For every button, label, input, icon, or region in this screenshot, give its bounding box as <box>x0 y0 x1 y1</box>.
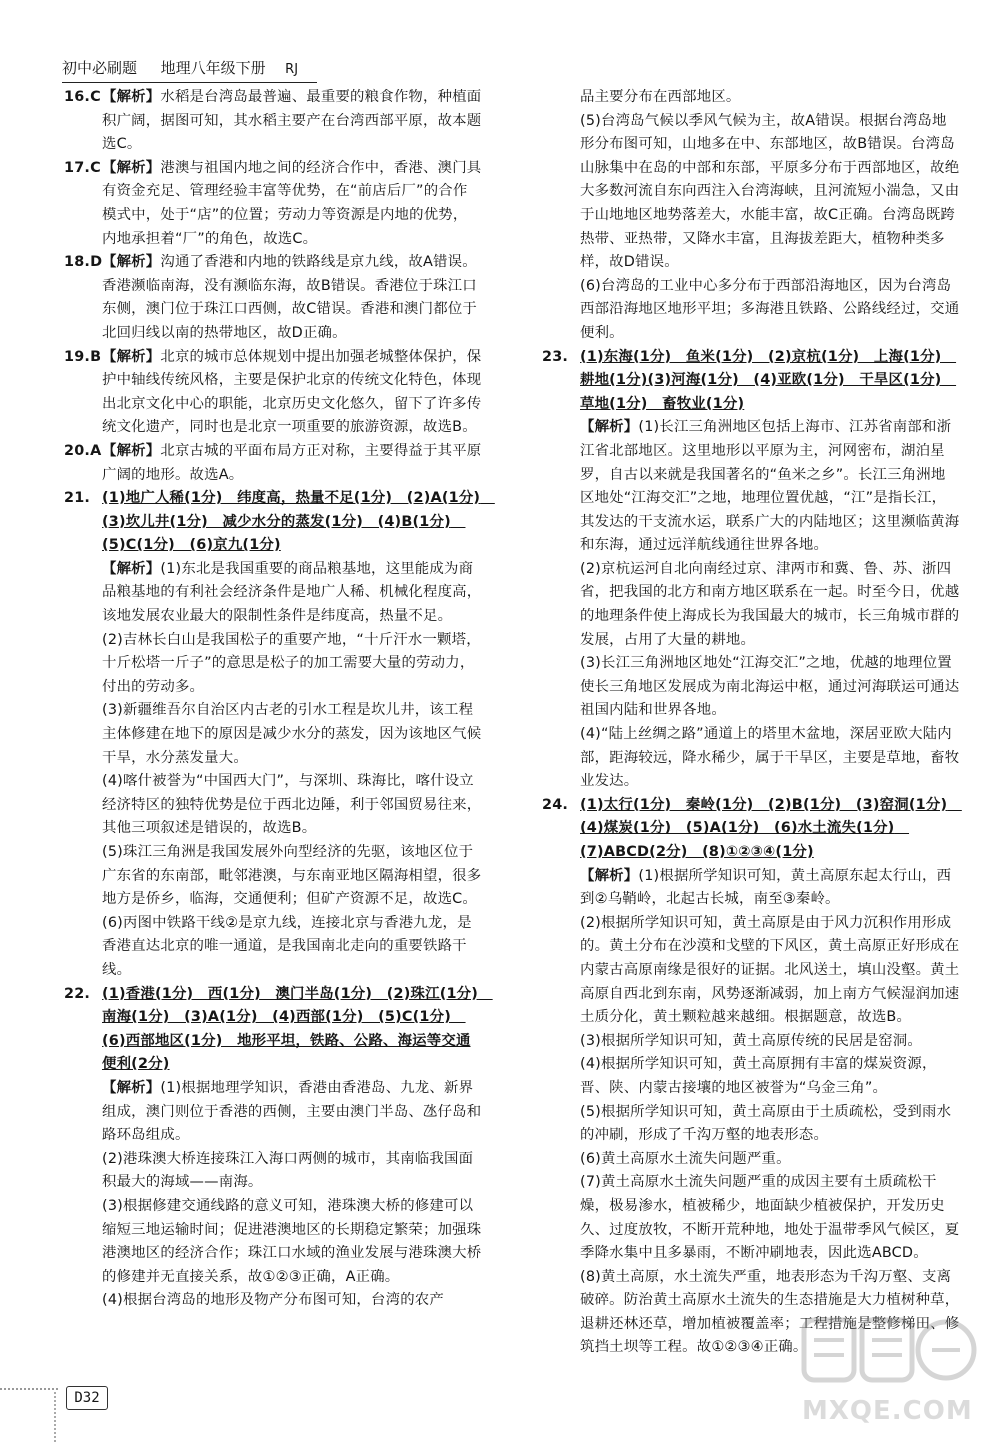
explanation-paragraph: (5)根据所学知识可知，黄土高原由于土质疏松，受到雨水的冲刷，形成了千沟万壑的地表形态。 <box>580 1103 952 1144</box>
explanation-paragraph: 【解析】水稻是台湾岛最普遍、最重要的粮食作物，种植面积广阔，据图可知，其水稻主要产在台湾西部平原，故本题选C。 <box>102 89 482 153</box>
question-number: 20.A <box>64 442 102 459</box>
analysis-tag: 【解析】 <box>102 348 161 365</box>
watermark-url: MXQE.COM <box>802 1396 973 1426</box>
page-number: D32 <box>66 1386 108 1410</box>
explanation-paragraph: 【解析】沟通了香港和内地的铁路线是京九线，故A错误。香港濒临南海，没有濒临东海，故B错误。香港位于珠江口东侧，澳门位于珠江口西侧，故C错误。香港和澳门都位于北回归线以南的热带地区，故D正确。 <box>102 254 478 341</box>
question-block <box>62 346 482 440</box>
explanation-paragraph: 【解析】(1)长江三角洲地区包括上海市、江苏省南部和浙江省北部地区。这里地形以平原为主，河网密布，湖泊星罗，自古以来就是我国著名的“鱼米之乡”。长江三角洲地区地处“江海交汇”之地，地理位置优越，“江”是指长江，其发达的干支流水运，联系广大的内陆地区；这里濒临黄海和东海，通过远洋航线通往世界各地。 <box>580 419 960 554</box>
answer-text: (1)东海(1分) 鱼米(1分) (2)京杭(1分) 上海(1分) 耕地(1分)(3)河海(1分) (4)亚欧(1分) 干旱区(1分) 草地(1分) 畜牧业(1分) <box>580 348 957 412</box>
header-rule <box>62 82 317 83</box>
watermark <box>800 1310 980 1430</box>
question-block <box>540 794 960 1360</box>
explanation-paragraph: 【解析】北京古城的平面布局方正对称，主要得益于其平原广阔的地形。故选A。 <box>102 442 482 483</box>
analysis-tag: 【解析】 <box>102 159 161 176</box>
explanation-paragraph: (8)黄土高原，水土流失严重，地表形态为千沟万壑、支离破碎。防治黄土高原水土流失的生态措施是大力植树种草，退耕还林还草，增加植被覆盖率；工程措施是整修梯田、修筑挡土坝等工程。故①②③④正确。 <box>580 1268 960 1356</box>
question-block <box>62 86 482 157</box>
explanation-paragraph: 【解析】北京的城市总体规划中提出加强老城整体保护，保护中轴线传统风格，主要是保护北京的传统文化特色，体现出北京文化中心的职能，北京历史文化悠久，留下了许多传统文化遗产，同时也是北京一项重要的旅游资源，故选B。 <box>102 348 482 436</box>
answer-text: (1)太行(1分) 秦岭(1分) (2)B(1分) (3)窑洞(1分) (4)煤炭(1分) (5)A(1分) (6)水土流失(1分) (7)ABCD(2分) (8)①②③④(1分) <box>580 796 962 860</box>
explanation-paragraph: (2)京杭运河自北向南经过京、津两市和冀、鲁、苏、浙四省，把我国的北方和南方地区联系在一起。时至今日，优越的地理条件使上海成长为我国最大的城市，长三角城市群的发展，占用了大量的耕地。 <box>580 560 960 648</box>
question-number: 22. <box>64 985 91 1002</box>
watermark-logo-icon <box>800 1310 980 1400</box>
analysis-tag: 【解析】 <box>102 1079 161 1096</box>
continued-paragraph: 品主要分布在西部地区。 <box>580 89 741 105</box>
explanation-paragraph: (3)新疆维吾尔自治区内古老的引水工程是坎儿井，该工程主体修建在地下的原因是减少水分的蒸发，因为该地区气候干旱，水分蒸发量大。 <box>102 702 482 766</box>
explanation-paragraph: (3)根据修建交通线路的意义可知，港珠澳大桥的修建可以缩短三地运输时间；促进港澳地区的长期稳定繁荣；加强珠港澳地区的经济合作；珠江口水域的渔业发展与港珠澳大桥的修建并无直接关系，故①②③正确，A正确。 <box>102 1197 482 1285</box>
question-block <box>62 983 493 1313</box>
question-block <box>62 440 482 487</box>
explanation-paragraph: (7)黄土高原水土流失问题严重的成因主要有土质疏松干燥，极易渗水，植被稀少，地面缺少植被保护，开发历史久、过度放牧，不断开荒种地，地处于温带季风气候区，夏季降水集中且多暴雨，不断冲刷地表，因此选ABCD。 <box>580 1174 960 1262</box>
question-block <box>540 346 960 794</box>
question-number: 23. <box>542 348 569 365</box>
question-number: 18.D <box>64 254 103 271</box>
explanation-paragraph: (2)根据所学知识可知，黄土高原是由于风力沉积作用形成的。黄土分布在沙漠和戈壁的下风区，黄土高原正好形成在内蒙古高原南缘是很好的证据。北风送土，填山没壑。黄土高原自西北到东南，风势逐渐减弱，加上南方气候湿润加速土质分化，黄土颗粒越来越细。根据题意，故选B。 <box>580 914 960 1026</box>
explanation-paragraph: (4)“陆上丝绸之路”通道上的塔里木盆地，深居亚欧大陆内部，距海较远，降水稀少，属于干旱区，主要是草地，畜牧业发达。 <box>580 726 960 790</box>
question-block <box>62 157 482 251</box>
analysis-tag: 【解析】 <box>580 419 639 436</box>
left-column <box>62 86 495 1313</box>
answer-line <box>580 346 960 417</box>
explanation-paragraph: (3)根据所学知识可知，黄土高原传统的民居是窑洞。 <box>580 1032 922 1049</box>
continued-paragraph: (6)台湾岛的工业中心多分布于西部沿海地区，因为台湾岛西部沿海地区地形平坦；多海港且铁路、公路线经过，交通便利。 <box>580 277 960 341</box>
continued-paragraph: (5)台湾岛气候以季风气候为主，故A错误。根据台湾岛地形分布图可知，山地多在中、东部地区，故B错误。台湾岛山脉集中在岛的中部和东部，平原多分布于西部地区，故绝大多数河流自东向西注入台湾海峡，且河流短小湍急，又由于山地地区地势落差大，水能丰富，故C正确。台湾岛既跨热带、亚热带，又降水丰富，且海拔差距大，植物种类多样，故D错误。 <box>580 112 960 271</box>
explanation-paragraph: (4)根据台湾岛的地形及物产分布图可知，台湾的农产 <box>102 1292 444 1309</box>
running-header <box>62 56 482 80</box>
explanation-paragraph: 【解析】(1)根据地理学知识，香港由香港岛、九龙、新界组成，澳门则位于香港的西侧，主要由澳门半岛、氹仔岛和路环岛组成。 <box>102 1079 482 1144</box>
explanation-paragraph: (4)根据所学知识可知，黄土高原拥有丰富的煤炭资源，晋、陕、内蒙古接壤的地区被誉为“乌金三角”。 <box>580 1056 937 1096</box>
question-number: 16.C <box>64 89 101 105</box>
explanation-paragraph: 【解析】(1)根据所学知识可知，黄土高原东起太行山，西到②乌鞘岭，北起古长城，南至③秦岭。 <box>580 867 952 908</box>
explanation-paragraph: (3)长江三角洲地区地处“江海交汇”之地，优越的地理位置使长三角地区发展成为南北海运中枢，通过河海联运可通达祖国内陆和世界各地。 <box>580 655 960 719</box>
analysis-tag: 【解析】 <box>102 254 161 271</box>
explanation-paragraph: (6)丙图中铁路干线②是京九线，连接北京与香港九龙，是香港直达北京的唯一通道，是我国南北走向的重要铁路干线。 <box>102 914 472 978</box>
header-subject: 地理八年级下册 <box>160 59 266 77</box>
explanation-paragraph: (4)喀什被誉为“中国西大门”，与深圳、珠海比，喀什设立经济特区的独特优势是位于西北边陲，利于邻国贸易往来，其他三项叙述是错误的，故选B。 <box>102 773 482 837</box>
question-number: 21. <box>64 490 91 507</box>
answer-text: (1)香港(1分) 西(1分) 澳门半岛(1分) (2)珠江(1分) 南海(1分) (3)A(1分) (4)西部(1分) (5)C(1分) (6)西部地区(1分) 地形平坦，铁路、公路、海运等交通便利(2分) <box>102 985 493 1073</box>
analysis-tag: 【解析】 <box>102 89 161 105</box>
question-number: 19.B <box>64 348 102 365</box>
analysis-tag: 【解析】 <box>102 442 161 459</box>
explanation-paragraph: (6)黄土高原水土流失问题严重。 <box>580 1150 791 1167</box>
question-number: 24. <box>542 796 569 813</box>
explanation-paragraph: 【解析】(1)东北是我国重要的商品粮基地，这里能成为商品粮基地的有利社会经济条件是地广人稀、机械化程度高，该地发展农业最大的限制性条件是纬度高，热量不足。 <box>102 560 482 625</box>
explanation-paragraph: (5)珠江三角洲是我国发展外向型经济的先驱，该地区位于广东省的东南部，毗邻港澳，与东南亚地区隔海相望，很多地方是侨乡，临海，交通便利；但矿产资源不足，故选C。 <box>102 844 482 908</box>
page-edge-dots <box>0 1380 58 1390</box>
answer-line <box>102 487 495 558</box>
header-series: 初中必刷题 <box>62 59 138 77</box>
answer-line <box>580 794 960 865</box>
answer-text: (1)地广人稀(1分) 纬度高，热量不足(1分) (2)A(1分) (3)坎儿井(1分) 减少水分的蒸发(1分) (4)B(1分) (5)C(1分) (6)京九(1分) <box>102 490 495 554</box>
analysis-tag: 【解析】 <box>102 560 161 577</box>
header-edition: RJ <box>285 62 299 77</box>
question-block <box>62 487 495 982</box>
question-block <box>62 251 482 345</box>
analysis-tag: 【解析】 <box>580 867 639 884</box>
page-edge-dots-vertical <box>54 1392 58 1442</box>
explanation-paragraph: (2)吉林长白山是我国松子的重要产地，“十斤汗水一颗塔，十斤松塔一斤子”的意思是松子的加工需要大量的劳动力，付出的劳动多。 <box>102 631 481 695</box>
answer-line <box>102 983 493 1077</box>
question-number: 17.C <box>64 159 101 176</box>
explanation-paragraph: 【解析】港澳与祖国内地之间的经济合作中，香港、澳门具有资金充足、管理经验丰富等优势，在“前店后厂”的合作模式中，处于“店”的位置；劳动力等资源是内地的优势，内地承担着“厂”的角色，故选C。 <box>102 159 482 247</box>
explanation-paragraph: (2)港珠澳大桥连接珠江入海口两侧的城市，其南临我国面积最大的海域——南海。 <box>102 1150 474 1191</box>
right-column <box>540 86 960 1360</box>
